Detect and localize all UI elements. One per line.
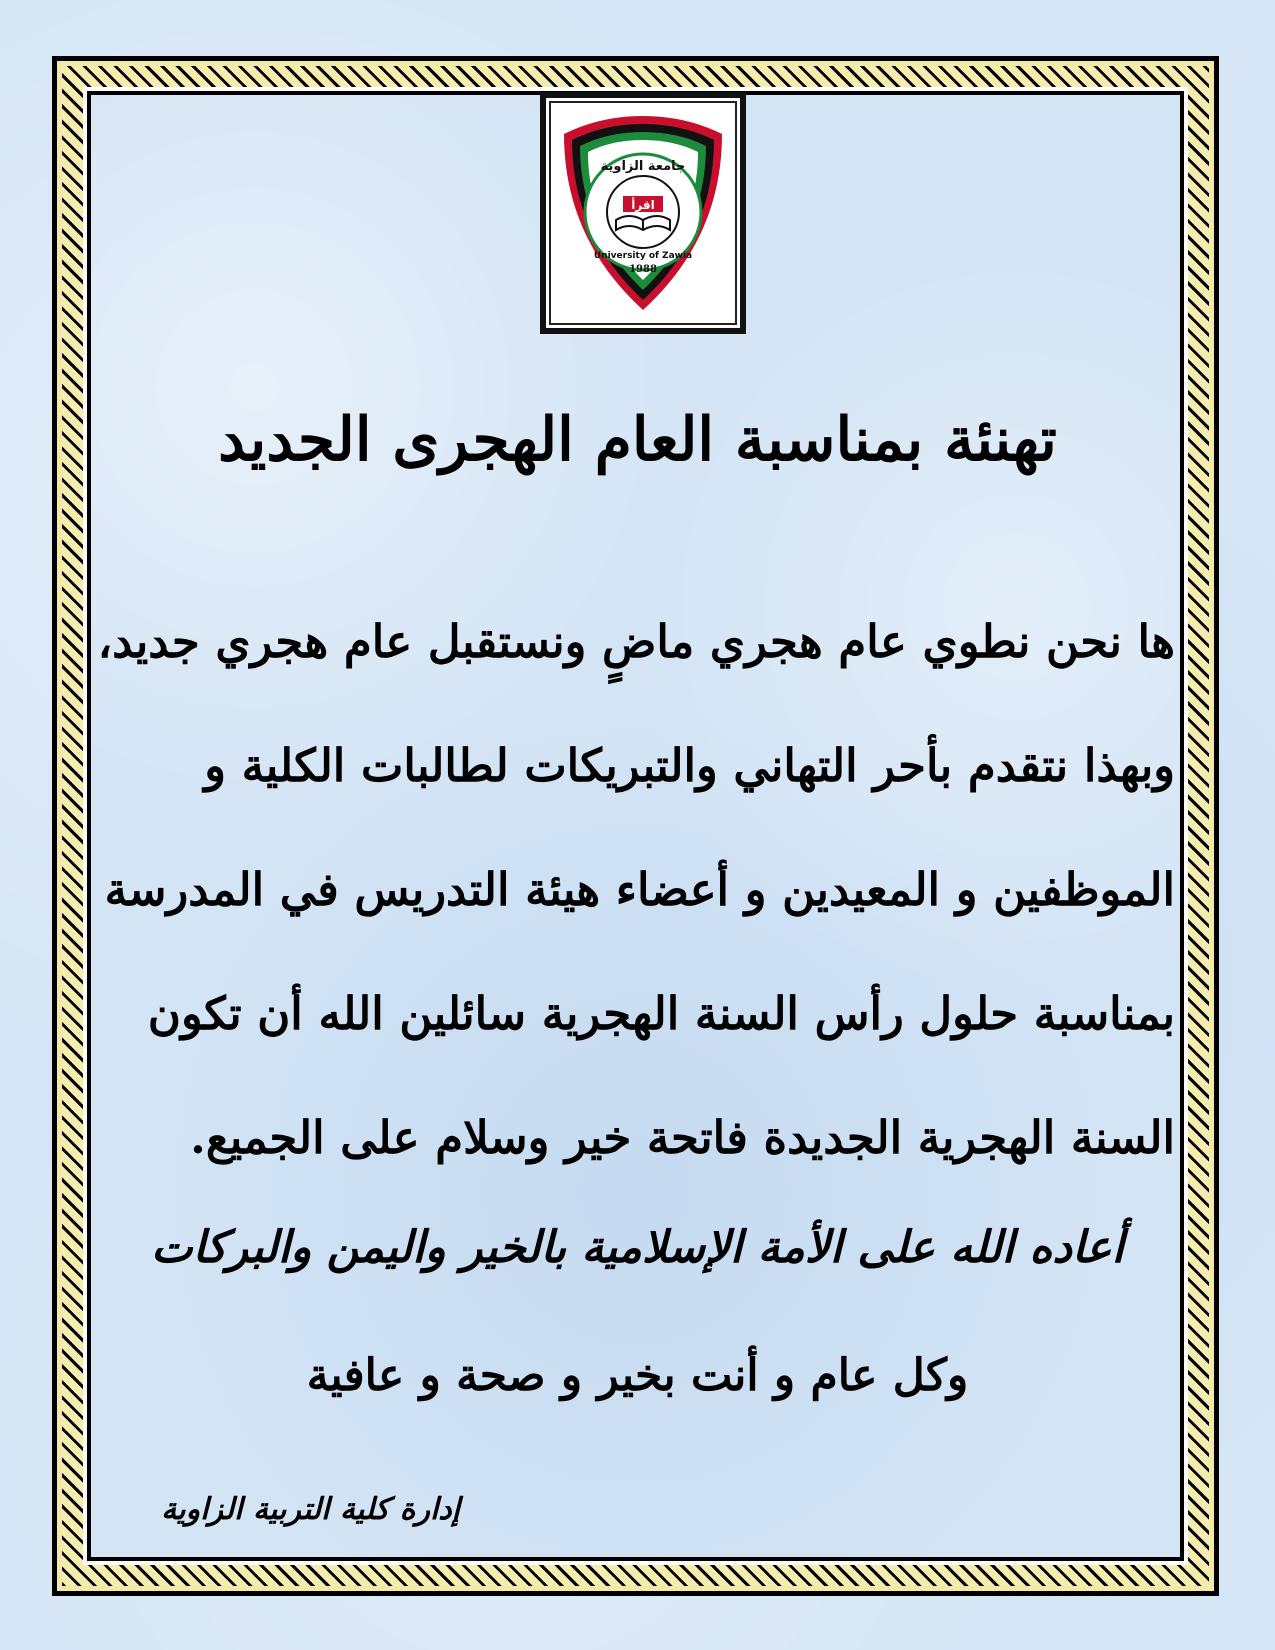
paragraph-line: الموظفين و المعيدين و أعضاء هيئة التدريس في المدرسة: [104, 863, 1175, 916]
page-title: تهنئة بمناسبة العام الهجرى الجديد: [218, 405, 1057, 475]
paragraph-line: ها نحن نطوي عام هجري ماضٍ ونستقبل عام هجري جديد،: [97, 615, 1175, 668]
paragraph-line: السنة الهجرية الجديدة فاتحة خير وسلام على الجميع.: [190, 1111, 1175, 1164]
university-logo: [540, 92, 746, 334]
paragraph-line: وبهذا نتقدم بأحر التهاني والتبريكات لطالبات الكلية و: [204, 739, 1175, 792]
congratulation-paragraph: [97, 580, 1175, 1200]
shield-emblem-icon: [556, 108, 730, 318]
paragraph-line: بمناسبة حلول رأس السنة الهجرية سائلين الله أن تكون: [147, 987, 1175, 1040]
logo-book-label: اقرأ: [631, 198, 655, 212]
signature: إدارة كلية التربية الزاوية: [161, 1492, 460, 1527]
blessing-line: أعاده الله على الأمة الإسلامية بالخير واليمن والبركات: [151, 1222, 1124, 1273]
logo-english-name: University of Zawia: [593, 251, 693, 261]
logo-year: 1988: [629, 264, 657, 275]
greeting-line: وكل عام و أنت بخير و صحة و عافية: [306, 1350, 969, 1401]
logo-arabic-name: جامعة الزاوية: [600, 159, 686, 174]
